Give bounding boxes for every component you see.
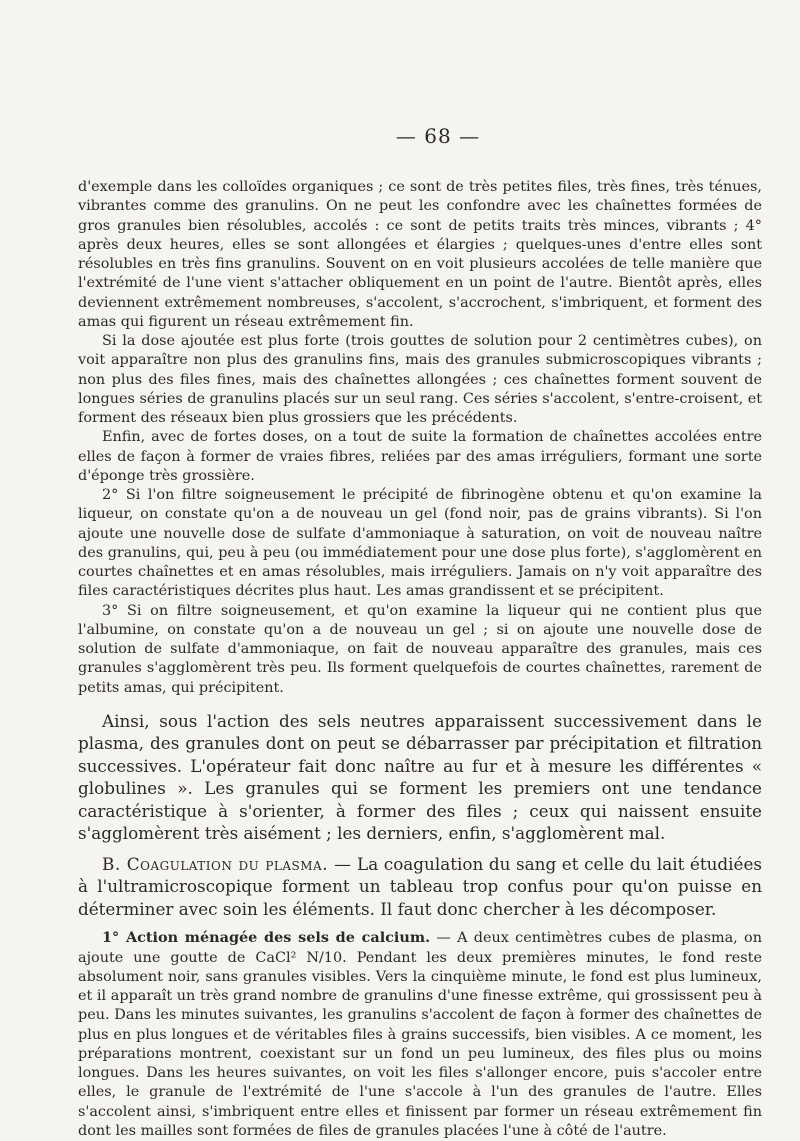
subsection-1-heading: 1° Action ménagée des sels de calcium. — [102, 929, 431, 947]
section-b-heading: B. Coagulation du plasma. — — [102, 853, 352, 874]
paragraph-summary: Ainsi, sous l'action des sels neutres apparaissent successivement dans le plasma, des granules dont on peut se débarrasser par précipitation et filtration successives. L'opérateur fait donc naître au fur et à mesure les différentes « globulines ». Les granules qui se forment les premiers ont une tendance caractéristique à s'orienter, à former des files ; ceux qui naissent ensuite s'agglomèrent très aisément ; les derniers, enfin, s'agglomèrent mal. — [78, 710, 762, 844]
paragraph-point-3: 3° Si on filtre soigneusement, et qu'on examine la liqueur qui ne contient plus que l'albumine, on constate qu'on a de nouveau un gel ; si on ajoute une nouvelle dose de solution de sulfate d'ammoniaque, on fait de nouveau apparaître des granules, mais ces granules s'agglomèrent très peu. Ils forment quelquefois de courtes chaînettes, rarement de petits amas, qui précipitent. — [78, 602, 762, 696]
paragraph-strong-doses: Enfin, avec de fortes doses, on a tout de suite la formation de chaînettes accolées entre elles de façon à former de vraies fibres, reliées par des amas irréguliers, formant une sorte d'éponge très grossière. — [78, 429, 762, 484]
paragraph-section-b — [78, 853, 762, 921]
page-number: — 68 — — [395, 124, 481, 148]
section-b-text: La coagulation du sang et celle du lait étudiées à l'ultramicroscopique forment un tableau trop confus pour qu'on puisse en déterminer avec soin les éléments. Il faut donc chercher à les décomposer. — [78, 853, 762, 919]
paragraph-continuation: d'exemple dans les colloïdes organiques ; ce sont de très petites files, très fines, très ténues, vibrantes comme des granulins. On ne peut les confondre avec les chaînettes formées de gros granules bien résolubles, accolés : ce sont de petits traits très minces, vibrants ; 4° après deux heures, elles se sont allongées et élargies ; quelques-unes d'entre elles sont résolubles en très fins granulins. Souvent on en voit plusieurs accolées de telle manière que l'extrémité de l'une vient s'attacher obliquement en un point de l'autre. Bientôt après, elles deviennent extrêmement nombreuses, s'accolent, s'accrochent, s'imbriquent, et forment des amas qui figurent un réseau extrêmement fin. — [78, 179, 762, 330]
paragraph-stronger-dose: Si la dose ajoutée est plus forte (trois gouttes de solution pour 2 centimètres cubes), on voit apparaître non plus des granulins fins, mais des granules submicroscopiques vibrants ; non plus des files fines, mais des chaînettes allongées ; ces chaînettes forment souvent de longues séries de granulins placés sur un seul rang. Ces séries s'accolent, s'entre-croisent, et forment des réseaux bien plus grossiers que les précédents. — [78, 333, 763, 426]
paragraph-point-2: 2° Si l'on filtre soigneusement le précipité de fibrinogène obtenu et qu'on examine la liqueur, on constate qu'on a de nouveau un gel (fond noir, pas de grains vibrants). Si l'on ajoute une nouvelle dose de sulfate d'ammoniaque à saturation, on voit de nouveau naître des granulins, qui, peu à peu (ou immédiatement pour une dose plus forte), s'agglomèrent en courtes chaînettes et en amas résolubles, mais irréguliers. Jamais on n'y voit apparaître des files caractéristiques décrites plus haut. Les amas grandissent et se précipitent. — [78, 487, 762, 600]
subsection-1-text: — A deux centimètres cubes de plasma, on ajoute une goutte de CaCl² N/10. Pendant les deux premières minutes, le fond reste absolument noir, sans granules visibles. Vers la cinquième minute, le fond est plus lumineux, et il apparaît un très grand nombre de granulins d'une finesse extrême, qui grossissent peu à peu. Dans les minutes suivantes, les granulins s'accolent de façon à former des chaînettes de plus en plus longues et de véritables files à grains successifs, bien visibles. A ce moment, les préparations montrent, coexistant sur un fond un peu lumineux, des files plus ou moins longues. Dans les heures suivantes, on voit les files s'allonger encore, puis s'accoler entre elles, le granule de l'extrémité de l'une s'accole à l'un des granules de l'autre. Elles s'accolent ainsi, s'imbriquent entre elles et finissent par former un réseau extrêmement fin dont les mailles sont formées de files de granules placées l'une à côté de l'autre. — [78, 930, 762, 1139]
body-text — [78, 178, 762, 1141]
paragraph-subsection-1 — [78, 928, 762, 1141]
